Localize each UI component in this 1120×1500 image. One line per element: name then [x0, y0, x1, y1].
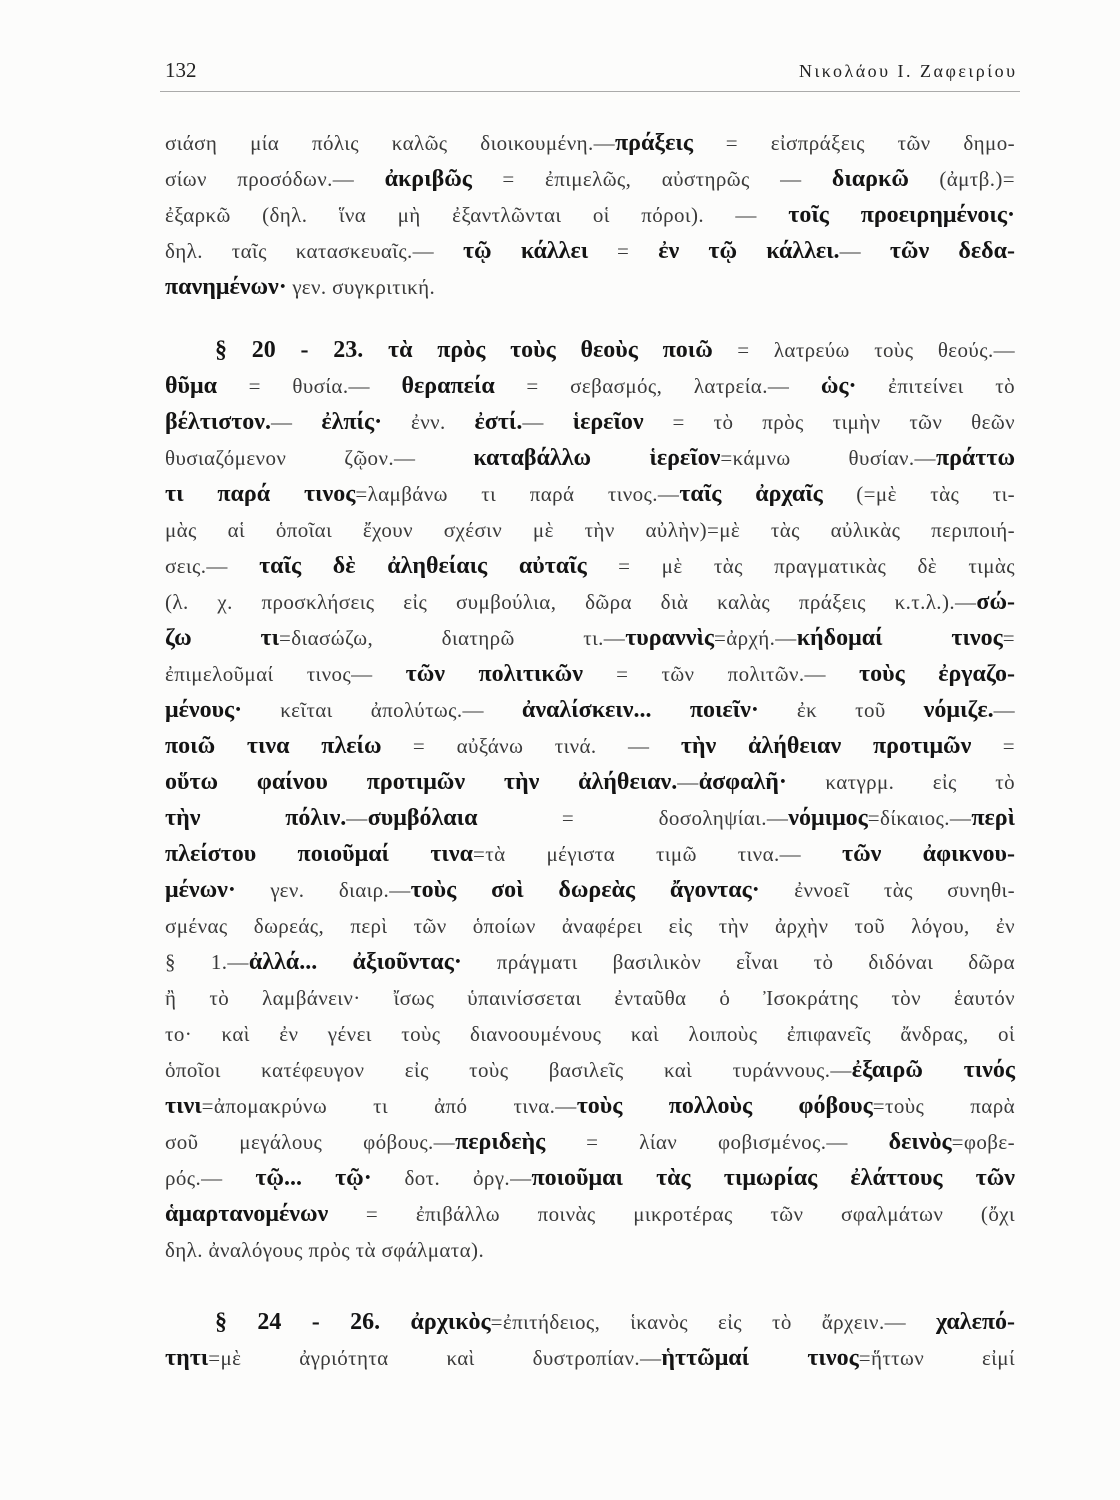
gloss-text: ἢ τὸ λαμβάνειν· ἴσως ὑπαινίσσεται ἐνταῦθα ὁ Ἰσοκράτης τὸν ἑαυτόν	[165, 986, 1015, 1010]
gloss-text: = λατρεύω τοὺς θεούς.—	[712, 338, 1015, 362]
text-line	[165, 620, 1015, 656]
gloss-text: § 1.—	[165, 950, 249, 974]
line-text	[215, 1304, 1015, 1343]
gloss-text: =δίκαιος.—	[867, 806, 972, 830]
text-line	[165, 197, 1015, 233]
lemma: τοὺς ἐργαζο-	[859, 661, 1015, 687]
line-text	[165, 404, 1015, 443]
text-line	[165, 1340, 1015, 1376]
text-line	[165, 1196, 1015, 1232]
gloss-text: —	[677, 770, 699, 794]
text-line	[165, 233, 1015, 269]
text-line	[165, 980, 1015, 1016]
line-text	[215, 332, 1015, 371]
header-rule	[160, 91, 1020, 92]
text-line	[165, 800, 1015, 836]
page-number: 132	[165, 58, 197, 82]
gloss-text: =κάμνω θυσίαν.—	[720, 446, 936, 470]
line-text	[165, 656, 1015, 695]
lemma: τῶν δεδα-	[889, 238, 1015, 264]
gloss-text: = τὸ πρὸς τιμὴν τῶν θεῶν	[643, 410, 1015, 434]
line-text	[165, 944, 1015, 983]
running-header	[165, 58, 1018, 88]
lemma: νόμιμος	[788, 805, 868, 831]
gloss-text: δηλ. ἀναλόγους πρὸς τὰ σφάλματα).	[165, 1238, 485, 1262]
text-line	[165, 692, 1015, 728]
gloss-text: γεν. διαιρ.—	[235, 878, 411, 902]
gloss-text: (λ. χ. προσκλήσεις εἰς συμβούλια, δῶρα διὰ καλὰς πράξεις κ.τ.λ.).—	[165, 590, 977, 614]
text-line	[165, 440, 1015, 476]
line-text	[165, 440, 1015, 479]
line-text	[165, 368, 1015, 407]
gloss-text: =	[1002, 626, 1016, 650]
gloss-text: —	[346, 806, 368, 830]
commentary-paragraph	[165, 332, 1015, 1268]
text-line	[165, 836, 1015, 872]
gloss-text: =τοὺς παρὰ	[872, 1094, 1015, 1118]
text-line	[165, 584, 1015, 620]
lemma: περιδεὴς	[455, 1129, 546, 1155]
gloss-text: = τῶν πολιτῶν.—	[582, 662, 860, 686]
lemma: τητι	[165, 1345, 209, 1371]
lemma: βέλτιστον.	[165, 409, 272, 435]
text-line	[165, 161, 1015, 197]
gloss-text: (=μὲ τὰς τι-	[822, 482, 1016, 506]
gloss-text: μὰς αἱ ὁποῖαι ἔχουν σχέσιν μὲ τὴν αὐλὴν)=μὲ τὰς αὐλικὰς περιποιή-	[165, 518, 1015, 542]
lemma: § 20 - 23. τὰ πρὸς τοὺς θεοὺς ποιῶ	[215, 337, 713, 363]
gloss-text: σεις.—	[165, 554, 260, 578]
lemma: οὕτω φαίνου προτιμῶν τὴν ἀλήθειαν.	[165, 769, 678, 795]
gloss-text: γεν. συγκριτική.	[286, 275, 436, 299]
line-text	[165, 1160, 1015, 1199]
lemma: περὶ	[971, 805, 1015, 831]
gloss-text: δηλ. ταῖς κατασκευαῖς.—	[165, 239, 463, 263]
line-text	[165, 1340, 1015, 1379]
gloss-text: =ἥττων εἰμί	[858, 1346, 1015, 1370]
gloss-text: —	[271, 410, 322, 434]
lemma: θεραπεία	[401, 373, 495, 399]
text-line	[165, 1088, 1015, 1124]
line-text	[165, 548, 1015, 587]
text-line	[165, 1160, 1015, 1196]
lemma: τὴν πόλιν.	[165, 805, 347, 831]
gloss-text: =	[971, 734, 1015, 758]
lemma: ἀλλά... ἀξιοῦντας·	[248, 949, 462, 975]
gloss-text: =ἀρχή.—	[714, 626, 797, 650]
gloss-text: = εἰσπράξεις τῶν δημο-	[692, 131, 1015, 155]
line-text	[165, 233, 1015, 272]
line-text	[165, 1196, 1015, 1235]
lemma: ποιῶ τινα πλείω	[165, 733, 382, 759]
gloss-text: = μὲ τὰς πραγματικὰς δὲ τιμὰς	[586, 554, 1016, 578]
text-line	[165, 1124, 1015, 1160]
line-text	[165, 269, 435, 308]
gloss-text: =μὲ ἀγριότητα καὶ δυστροπίαν.—	[208, 1346, 662, 1370]
gloss-text: = ἐπιβάλλω ποινὰς μικροτέρας τῶν σφαλμάτων (ὄχι	[328, 1202, 1015, 1226]
line-text	[165, 872, 1015, 911]
lemma: τῷ κάλλει	[462, 238, 589, 264]
lemma: πράττω	[935, 445, 1015, 471]
commentary-text	[165, 125, 1015, 1376]
lemma: τῷ... τῷ·	[255, 1165, 372, 1191]
lemma: νόμιζε.	[923, 697, 994, 723]
line-text	[165, 836, 1015, 875]
text-line	[165, 1304, 1015, 1340]
text-line	[165, 269, 1015, 305]
gloss-text: ἐννοεῖ τὰς συνηθι-	[759, 878, 1016, 902]
lemma: τινι	[165, 1093, 202, 1119]
text-line	[165, 332, 1015, 368]
line-text	[165, 1052, 1015, 1091]
gloss-text: = θυσία.—	[216, 374, 402, 398]
line-text	[165, 1016, 1015, 1055]
gloss-text: ἐνν.	[382, 410, 475, 434]
line-text	[165, 728, 1015, 767]
line-text	[165, 764, 1015, 803]
line-text	[165, 980, 1015, 1019]
lemma: πράξεις	[615, 130, 693, 156]
gloss-text: =ἀπομακρύνω τι ἀπό τινα.—	[201, 1094, 577, 1118]
gloss-text: κεῖται ἀπολύτως.—	[242, 698, 522, 722]
gloss-text: =ἐπιτήδειος, ἱκανὸς εἰς τὸ ἄρχειν.—	[490, 1310, 937, 1334]
lemma: ἀσφαλῆ·	[698, 769, 787, 795]
gloss-text: —	[993, 698, 1016, 722]
text-line	[165, 764, 1015, 800]
gloss-text: =φοβε-	[951, 1130, 1015, 1154]
gloss-text: = λίαν φοβισμένος.—	[545, 1130, 889, 1154]
lemma: τὴν ἀλήθειαν προτιμῶν	[680, 733, 972, 759]
line-text	[165, 1124, 1015, 1163]
lemma: διαρκῶ	[831, 166, 909, 192]
gloss-text: =λαμβάνω τι παρά τινος.—	[355, 482, 680, 506]
gloss-text: =	[588, 239, 659, 263]
lemma: ἁμαρτανομένων	[165, 1201, 329, 1227]
gloss-text: το· καὶ ἐν γένει τοὺς διανοουμένους καὶ λοιποὺς ἐπιφανεῖς ἄνδρας, οἱ	[165, 1022, 1015, 1046]
lemma: τυραννὶς	[625, 625, 714, 651]
lemma: τῶν ἀφικνου-	[842, 841, 1015, 867]
line-text	[165, 584, 1015, 623]
text-line	[165, 944, 1015, 980]
line-text	[165, 908, 1015, 947]
line-text	[165, 800, 1015, 839]
lemma: τι παρά τινος	[165, 481, 356, 507]
lemma: ἐστί.	[474, 409, 523, 435]
commentary-paragraph	[165, 125, 1015, 305]
lemma: χαλεπό-	[936, 1309, 1015, 1335]
lemma: καταβάλλω ἱερεῖον	[473, 445, 721, 471]
gloss-text: πράγματι βασιλικὸν εἶναι τὸ διδόναι δῶρα	[461, 950, 1016, 974]
running-title: Νικολάου Ι. Ζαφειρίου	[798, 61, 1018, 81]
lemma: δεινὸς	[888, 1129, 952, 1155]
gloss-text: (ἀμτβ.)=	[908, 167, 1015, 191]
gloss-text: ἐξαρκῶ (δηλ. ἵνα μὴ ἐξαντλῶνται οἱ πόροι). —	[165, 203, 789, 227]
text-line	[165, 1016, 1015, 1052]
gloss-text: —	[522, 410, 573, 434]
lemma: πλείστου ποιοῦμαί τινα	[165, 841, 473, 867]
gloss-text: ρός.—	[165, 1166, 256, 1190]
gloss-text: = ἐπιμελῶς, αὐστηρῶς —	[471, 167, 832, 191]
text-line	[165, 125, 1015, 161]
lemma: τοῖς προειρημένοις·	[788, 202, 1016, 228]
gloss-text: =διασώζω, διατηρῶ τι.—	[279, 626, 626, 650]
lemma: ἐν τῷ κάλλει.	[658, 238, 840, 264]
gloss-text: ἐπιμελοῦμαί τινος—	[165, 662, 406, 686]
line-text	[165, 692, 1015, 731]
lemma: πανημένων·	[165, 274, 287, 300]
gloss-text: σμένας δωρεάς, περὶ τῶν ὁποίων ἀναφέρει εἰς τὴν ἀρχὴν τοῦ λόγου, ἐν	[165, 914, 1015, 938]
lemma: τοὺς σοὶ δωρεὰς ἄγοντας·	[410, 877, 760, 903]
gloss-text: ὁποῖοι κατέφευγον εἰς τοὺς βασιλεῖς καὶ τυράννους.—	[165, 1058, 852, 1082]
gloss-text: ἐπιτείνει τὸ	[856, 374, 1015, 398]
lemma: ἀκριβῶς	[384, 166, 472, 192]
lemma: συμβόλαια	[367, 805, 478, 831]
text-line	[165, 908, 1015, 944]
text-line	[165, 1232, 1015, 1268]
lemma: ζω τι	[165, 625, 280, 651]
lemma: θῦμα	[165, 373, 217, 399]
gloss-text: δοτ. ὀργ.—	[371, 1166, 532, 1190]
text-line	[165, 1052, 1015, 1088]
gloss-text: σιάση μία πόλις καλῶς διοικουμένη.—	[165, 131, 616, 155]
text-line	[165, 476, 1015, 512]
lemma: κήδομαί τινος	[796, 625, 1003, 651]
line-text	[165, 161, 1015, 200]
gloss-text: = σεβασμός, λατρεία.—	[494, 374, 821, 398]
gloss-text: = αὐξάνω τινά. —	[381, 734, 681, 758]
gloss-text: =τὰ μέγιστα τιμῶ τινα.—	[473, 842, 843, 866]
lemma: μένους·	[165, 697, 243, 723]
gloss-text: σοῦ μεγάλους φόβους.—	[165, 1130, 456, 1154]
lemma: ταῖς ἀρχαῖς	[679, 481, 823, 507]
gloss-text: κατγρμ. εἰς τὸ	[786, 770, 1015, 794]
lemma: ἡττῶμαί τινος	[661, 1345, 859, 1371]
gloss-text: —	[839, 239, 890, 263]
lemma: ἱερεῖον	[572, 409, 644, 435]
line-text	[165, 197, 1015, 236]
text-line	[165, 368, 1015, 404]
text-line	[165, 548, 1015, 584]
text-line	[165, 404, 1015, 440]
lemma: μένων·	[165, 877, 236, 903]
line-text	[165, 125, 1015, 164]
gloss-text: σίων προσόδων.—	[165, 167, 385, 191]
line-text	[165, 476, 1015, 515]
text-line	[165, 656, 1015, 692]
lemma: ταῖς δὲ ἀληθείαις αὐταῖς	[259, 553, 587, 579]
text-line	[165, 728, 1015, 764]
lemma: ἐλπίς·	[321, 409, 383, 435]
line-text	[165, 620, 1015, 659]
lemma: τοὺς πολλοὺς φόβους	[576, 1093, 873, 1119]
gloss-text: ἐκ τοῦ	[758, 698, 924, 722]
lemma: ἐξαιρῶ τινός	[851, 1057, 1015, 1083]
line-text	[165, 512, 1015, 551]
lemma: § 24 - 26. ἀρχικὸς	[215, 1309, 491, 1335]
lemma: σώ-	[976, 589, 1015, 615]
gloss-text: θυσιαζόμενον ζῷον.—	[165, 446, 474, 470]
lemma: ὡς·	[820, 373, 857, 399]
lemma: ποιοῦμαι τὰς τιμωρίας ἐλάττους τῶν	[531, 1165, 1016, 1191]
lemma: τῶν πολιτικῶν	[405, 661, 583, 687]
lemma: ἀναλίσκειν... ποιεῖν·	[521, 697, 759, 723]
text-line	[165, 872, 1015, 908]
commentary-paragraph	[165, 1304, 1015, 1376]
gloss-text: = δοσοληψίαι.—	[477, 806, 789, 830]
text-line	[165, 512, 1015, 548]
line-text	[165, 1088, 1015, 1127]
line-text	[165, 1232, 484, 1271]
